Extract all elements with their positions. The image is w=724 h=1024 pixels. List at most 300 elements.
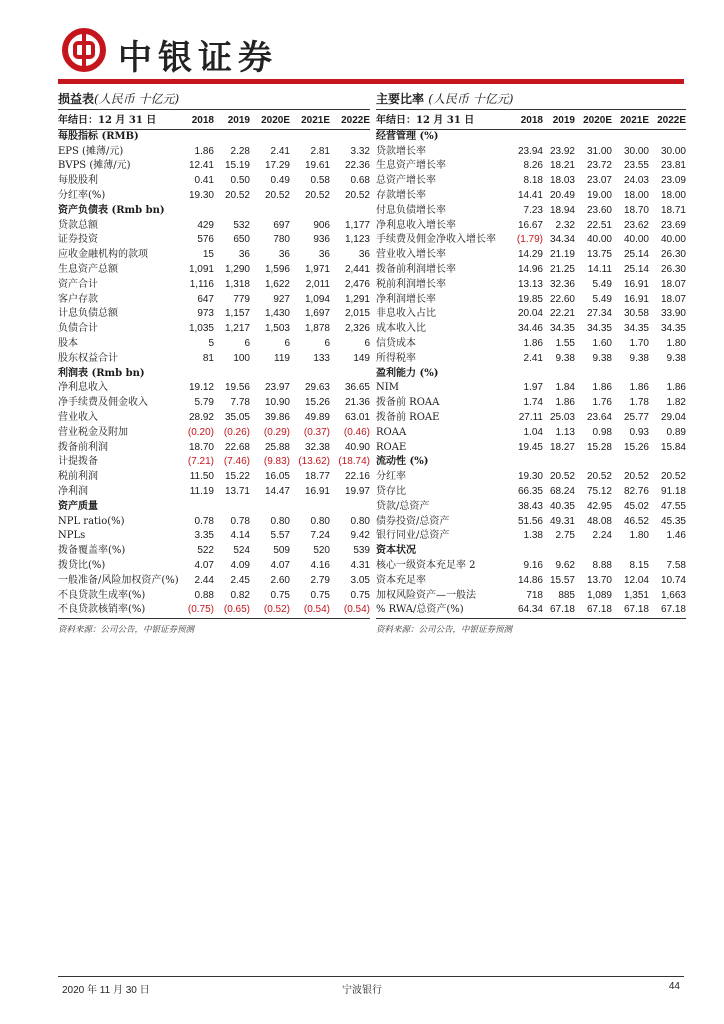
cell-value: 28.92 xyxy=(188,411,214,423)
cell-value: 13.71 xyxy=(224,485,250,497)
cell-value: 522 xyxy=(197,545,214,557)
section-header-label: 资本状况 xyxy=(376,545,416,557)
cell-value: 36.65 xyxy=(344,382,370,394)
cell-value: 14.96 xyxy=(517,263,543,275)
table-row xyxy=(58,485,370,500)
income-statement-source: 资料来源：公司公告，中银证券预测 xyxy=(58,625,195,636)
cell-value: 100 xyxy=(233,352,250,364)
cell-value: 20.49 xyxy=(549,189,575,201)
table-row xyxy=(58,529,370,544)
table-row xyxy=(376,322,686,337)
footer-rule xyxy=(58,976,684,977)
cell-value: 576 xyxy=(197,234,214,246)
header-rule xyxy=(58,79,684,84)
cell-value: 31.00 xyxy=(586,145,612,157)
cell-value: 27.11 xyxy=(518,411,543,423)
cell-value: 36 xyxy=(278,249,290,261)
row-label: 净利润增长率 xyxy=(376,293,436,305)
column-header-year: 2021E xyxy=(290,114,330,129)
column-header-year: 2019 xyxy=(214,114,250,129)
cell-value: 1.84 xyxy=(555,382,575,394)
cell-value: 81 xyxy=(202,352,214,364)
cell-value: 18.03 xyxy=(549,175,575,187)
section-header-row xyxy=(58,367,370,382)
income-statement-panel xyxy=(58,90,370,635)
table-row xyxy=(376,159,686,174)
table-row xyxy=(58,145,370,160)
row-label: ROAE xyxy=(376,441,407,453)
cell-value: 17.29 xyxy=(264,160,290,172)
cell-value: 16.67 xyxy=(517,219,543,231)
table-row xyxy=(376,233,686,248)
row-label: 贷款总额 xyxy=(58,219,98,231)
cell-value: 119 xyxy=(274,352,290,364)
cell-value: (0.65) xyxy=(214,603,250,618)
cell-value: 68.24 xyxy=(549,485,575,497)
table-row xyxy=(58,352,370,367)
cell-value: 1.55 xyxy=(555,337,575,349)
table-row xyxy=(58,248,370,263)
column-header-year: 2020E xyxy=(575,114,612,129)
row-label: 拨备前 ROAA xyxy=(376,397,440,409)
cell-value: 1.46 xyxy=(666,530,686,542)
cell-value: 23.94 xyxy=(517,145,543,157)
row-label: 营业税金及附加 xyxy=(58,426,128,438)
cell-value: 697 xyxy=(273,219,290,231)
cell-value: 7.58 xyxy=(666,559,686,571)
cell-value: 6 xyxy=(324,337,330,349)
cell-value: 30.00 xyxy=(623,145,649,157)
column-header-label: 年结日：12 月 31 日 xyxy=(376,114,508,129)
cell-value: 6 xyxy=(364,337,370,349)
cell-value: 1,217 xyxy=(224,323,250,335)
cell-value: (1.79) xyxy=(516,234,543,246)
cell-value: 22.68 xyxy=(224,441,250,453)
table-row xyxy=(58,189,370,204)
cell-value: (13.62) xyxy=(298,456,330,468)
cell-value: 24.03 xyxy=(623,175,649,187)
panel-unit-text: (人民币 十亿元) xyxy=(428,92,514,106)
row-label: 证券投资 xyxy=(58,234,98,246)
cell-value: 11.19 xyxy=(189,485,214,497)
cell-value: 9.38 xyxy=(629,352,649,364)
cell-value: 9.16 xyxy=(523,559,543,571)
cell-value: 1.70 xyxy=(629,337,649,349)
table-row xyxy=(58,515,370,530)
cell-value: 14.11 xyxy=(587,263,612,275)
cell-value: (7.21) xyxy=(187,456,214,468)
cell-value: 25.77 xyxy=(623,411,649,423)
cell-value: 936 xyxy=(313,234,330,246)
cell-value: 18.00 xyxy=(623,189,649,201)
cell-value: 21.25 xyxy=(549,263,575,275)
section-header-row xyxy=(58,204,370,219)
cell-value: 36 xyxy=(318,249,330,261)
cell-value: 885 xyxy=(558,589,575,601)
cell-value: 18.21 xyxy=(549,160,575,172)
cell-value: 2.24 xyxy=(592,530,612,542)
cell-value: 16.05 xyxy=(264,471,290,483)
cell-value: 32.38 xyxy=(304,441,330,453)
cell-value: 2,011 xyxy=(305,278,330,290)
cell-value: 1,351 xyxy=(623,589,649,601)
cell-value: 1,157 xyxy=(224,308,250,320)
cell-value: (0.75) xyxy=(180,603,214,618)
column-header-year: 2018 xyxy=(508,114,543,129)
cell-value: 0.80 xyxy=(270,515,290,527)
cell-value: 13.13 xyxy=(517,278,543,290)
cell-value: 48.08 xyxy=(586,515,612,527)
cell-value: 0.98 xyxy=(592,426,612,438)
income-statement-title xyxy=(58,90,370,110)
key-ratios-title xyxy=(376,90,686,110)
cell-value: 5.49 xyxy=(592,293,612,305)
cell-value: 1.86 xyxy=(194,145,214,157)
cell-value: 0.78 xyxy=(230,515,250,527)
cell-value: 4.09 xyxy=(230,559,250,571)
cell-value: 2.41 xyxy=(523,352,543,364)
cell-value: 15.26 xyxy=(623,441,649,453)
cell-value: 15.22 xyxy=(224,471,250,483)
cell-value: 20.52 xyxy=(304,189,330,201)
cell-value: 7.78 xyxy=(230,397,250,409)
row-label: 生息资产增长率 xyxy=(376,160,446,172)
cell-value: 20.52 xyxy=(549,471,575,483)
cell-value: 973 xyxy=(197,308,214,320)
cell-value: 36 xyxy=(238,249,250,261)
bank-of-china-logo-icon xyxy=(62,28,106,72)
cell-value: 9.62 xyxy=(555,559,575,571)
cell-value: 14.29 xyxy=(517,249,543,261)
table-row xyxy=(376,278,686,293)
key-ratios-panel xyxy=(376,90,686,635)
cell-value: 429 xyxy=(197,219,214,231)
cell-value: 2,015 xyxy=(344,308,370,320)
row-label: 资本充足率 xyxy=(376,574,426,586)
cell-value: 18.00 xyxy=(660,189,686,201)
cell-value: 1.74 xyxy=(523,397,543,409)
cell-value: 2.79 xyxy=(310,574,330,586)
cell-value: 1,430 xyxy=(264,308,290,320)
cell-value: 40.00 xyxy=(586,234,612,246)
cell-value: 0.80 xyxy=(350,515,370,527)
cell-value: 25.88 xyxy=(264,441,290,453)
cell-value: 40.35 xyxy=(549,500,575,512)
table-row xyxy=(58,219,370,234)
table-row xyxy=(376,337,686,352)
table-row xyxy=(58,411,370,426)
cell-value: 33.90 xyxy=(660,308,686,320)
row-label: 计提拨备 xyxy=(58,456,98,468)
table-row xyxy=(376,293,686,308)
cell-value: 34.46 xyxy=(517,323,543,335)
cell-value: 49.31 xyxy=(549,515,575,527)
cell-value: 1.80 xyxy=(666,337,686,349)
section-header-row xyxy=(376,129,686,144)
table-row xyxy=(58,381,370,396)
table-row xyxy=(58,559,370,574)
column-header-year: 2019 xyxy=(543,114,575,129)
cell-value: 6 xyxy=(244,337,250,349)
cell-value: 7.23 xyxy=(523,204,543,216)
row-label: 股东权益合计 xyxy=(58,352,118,364)
table-row xyxy=(376,396,686,411)
row-label: 拨贷比(%) xyxy=(58,559,106,571)
cell-value: 1,116 xyxy=(189,278,214,290)
row-label: 存款增长率 xyxy=(376,189,426,201)
cell-value: 15.28 xyxy=(586,441,612,453)
cell-value: 9.38 xyxy=(592,352,612,364)
cell-value: 8.18 xyxy=(523,175,543,187)
cell-value: 19.12 xyxy=(188,382,214,394)
row-label: 税前利润 xyxy=(58,471,98,483)
section-header-row xyxy=(376,367,686,382)
key-ratios-table xyxy=(376,114,686,619)
cell-value: 779 xyxy=(233,293,250,305)
cell-value: 45.02 xyxy=(623,500,649,512)
row-label: 每股股利 xyxy=(58,175,98,187)
table-row xyxy=(58,574,370,589)
table-header-row xyxy=(376,114,686,129)
cell-value: 25.14 xyxy=(623,249,649,261)
table-row xyxy=(376,529,686,544)
table-row xyxy=(58,293,370,308)
section-header-label: 资产负债表 (Rmb bn) xyxy=(58,204,165,216)
cell-value: 2,326 xyxy=(344,323,370,335)
cell-value: 19.45 xyxy=(517,441,543,453)
cell-value: 23.92 xyxy=(549,145,575,157)
section-header-label: 经营管理 (%) xyxy=(376,130,439,142)
cell-value: 4.07 xyxy=(270,559,290,571)
row-label: 分红率(%) xyxy=(58,189,106,201)
cell-value: 0.88 xyxy=(194,589,214,601)
cell-value: 1.13 xyxy=(555,426,575,438)
cell-value: (9.83) xyxy=(263,456,290,468)
table-row xyxy=(58,603,370,618)
cell-value: 2.45 xyxy=(230,574,250,586)
table-row xyxy=(58,337,370,352)
cell-value: 47.55 xyxy=(660,500,686,512)
cell-value: 0.78 xyxy=(194,515,214,527)
cell-value: 15 xyxy=(202,249,214,261)
cell-value: 1,123 xyxy=(344,234,370,246)
cell-value: 0.68 xyxy=(350,175,370,187)
cell-value: 16.91 xyxy=(304,485,330,497)
table-row xyxy=(58,441,370,456)
cell-value: 0.89 xyxy=(666,426,686,438)
cell-value: 1.86 xyxy=(555,397,575,409)
cell-value: 1,663 xyxy=(660,589,686,601)
cell-value: 1,089 xyxy=(586,589,612,601)
row-label: 不良贷款核销率(%) xyxy=(58,603,180,618)
footer-company: 宁波银行 xyxy=(342,985,382,996)
table-row xyxy=(376,174,686,189)
cell-value: 22.60 xyxy=(549,293,575,305)
cell-value: 1,971 xyxy=(304,263,330,275)
table-row xyxy=(376,559,686,574)
cell-value: 2.41 xyxy=(270,145,290,157)
table-row xyxy=(376,574,686,589)
cell-value: 23.81 xyxy=(660,160,686,172)
cell-value: 1.97 xyxy=(523,382,543,394)
row-label: 净利息收入 xyxy=(58,382,108,394)
cell-value: 6 xyxy=(284,337,290,349)
cell-value: 18.71 xyxy=(660,204,686,216)
cell-value: 63.01 xyxy=(344,411,370,423)
cell-value: 2.28 xyxy=(230,145,250,157)
cell-value: (0.52) xyxy=(250,603,290,618)
row-label: 拨备前利润 xyxy=(58,441,108,453)
cell-value: 7.24 xyxy=(310,530,330,542)
cell-value: 18.70 xyxy=(623,204,649,216)
cell-value: 30.58 xyxy=(623,308,649,320)
cell-value: 524 xyxy=(233,545,250,557)
cell-value: 19.30 xyxy=(188,189,214,201)
cell-value: 2.32 xyxy=(555,219,575,231)
row-label: 净手续费及佣金收入 xyxy=(58,397,148,409)
row-label: 营业收入增长率 xyxy=(376,249,446,261)
cell-value: 49.89 xyxy=(304,411,330,423)
cell-value: 29.63 xyxy=(304,382,330,394)
key-ratios-source: 资料来源：公司公告，中银证券预测 xyxy=(376,625,513,636)
cell-value: 0.82 xyxy=(230,589,250,601)
row-label: 资产合计 xyxy=(58,278,98,290)
cell-value: 1.80 xyxy=(629,530,649,542)
table-row xyxy=(376,603,686,618)
cell-value: 10.74 xyxy=(660,574,686,586)
cell-value: (0.29) xyxy=(263,426,290,438)
row-label: 净利息收入增长率 xyxy=(376,219,456,231)
table-row xyxy=(376,500,686,515)
cell-value: 0.75 xyxy=(270,589,290,601)
cell-value: 23.60 xyxy=(586,204,612,216)
cell-value: 18.07 xyxy=(660,293,686,305)
row-label: ROAA xyxy=(376,426,407,438)
cell-value: 9.38 xyxy=(555,352,575,364)
cell-value: 0.75 xyxy=(350,589,370,601)
row-label: 生息资产总额 xyxy=(58,263,118,275)
table-row xyxy=(58,396,370,411)
cell-value: 0.75 xyxy=(310,589,330,601)
row-label: 拨备覆盖率(%) xyxy=(58,545,126,557)
cell-value: 5.57 xyxy=(270,530,290,542)
table-row xyxy=(58,174,370,189)
cell-value: 23.72 xyxy=(586,160,612,172)
cell-value: 23.97 xyxy=(264,382,290,394)
cell-value: (0.46) xyxy=(343,426,370,438)
cell-value: 67.18 xyxy=(649,603,686,618)
cell-value: 19.85 xyxy=(517,293,543,305)
row-label: 银行同业/总资产 xyxy=(376,530,450,542)
panel-title-text: 损益表 xyxy=(58,92,95,106)
cell-value: 15.26 xyxy=(304,397,330,409)
cell-value: (0.54) xyxy=(330,603,370,618)
cell-value: 133 xyxy=(313,352,330,364)
cell-value: 1.82 xyxy=(666,397,686,409)
table-row xyxy=(58,233,370,248)
cell-value: 532 xyxy=(233,219,250,231)
row-label: 不良贷款生成率(%) xyxy=(58,589,146,601)
cell-value: (7.46) xyxy=(223,456,250,468)
row-label: 拨备前 ROAE xyxy=(376,411,440,423)
cell-value: (0.20) xyxy=(187,426,214,438)
cell-value: 15.84 xyxy=(660,441,686,453)
cell-value: 19.30 xyxy=(517,471,543,483)
cell-value: 16.91 xyxy=(623,278,649,290)
section-header-label: 利润表 (Rmb bn) xyxy=(58,367,145,379)
cell-value: 1.04 xyxy=(523,426,543,438)
cell-value: 30.00 xyxy=(660,145,686,157)
cell-value: 1.60 xyxy=(592,337,612,349)
table-row xyxy=(376,307,686,322)
table-row xyxy=(58,263,370,278)
cell-value: 3.05 xyxy=(350,574,370,586)
cell-value: 20.04 xyxy=(517,308,543,320)
cell-value: 1.76 xyxy=(592,397,612,409)
cell-value: 23.62 xyxy=(623,219,649,231)
table-row xyxy=(376,145,686,160)
cell-value: 3.32 xyxy=(350,145,370,157)
table-row xyxy=(58,322,370,337)
row-label: 税前利润增长率 xyxy=(376,278,446,290)
cell-value: 14.41 xyxy=(517,189,543,201)
cell-value: 23.09 xyxy=(660,175,686,187)
cell-value: 1,091 xyxy=(188,263,214,275)
cell-value: 1,596 xyxy=(264,263,290,275)
section-header-row xyxy=(376,544,686,559)
cell-value: 0.41 xyxy=(194,175,214,187)
cell-value: 23.55 xyxy=(623,160,649,172)
row-label: 贷存比 xyxy=(376,485,406,497)
row-label: 加权风险资产—一般法 xyxy=(376,589,476,601)
column-header-year: 2020E xyxy=(250,114,290,129)
column-header-label: 年结日：12 月 31 日 xyxy=(58,114,180,129)
cell-value: 64.34 xyxy=(508,603,543,618)
table-row xyxy=(376,589,686,604)
cell-value: 509 xyxy=(273,545,290,557)
row-label: 股本 xyxy=(58,337,78,349)
cell-value: 1,291 xyxy=(344,293,370,305)
table-row xyxy=(58,544,370,559)
section-header-label: 流动性 (%) xyxy=(376,456,429,468)
cell-value: 32.36 xyxy=(549,278,575,290)
cell-value: 19.61 xyxy=(304,160,330,172)
row-label: 总资产增长率 xyxy=(376,175,436,187)
cell-value: 23.64 xyxy=(586,411,612,423)
cell-value: 0.58 xyxy=(310,175,330,187)
cell-value: 22.36 xyxy=(344,160,370,172)
cell-value: 149 xyxy=(353,352,370,364)
cell-value: 0.80 xyxy=(310,515,330,527)
page-number: 44 xyxy=(668,981,680,992)
section-header-label: 资产质量 xyxy=(58,500,98,512)
row-label: 营业收入 xyxy=(58,411,98,423)
cell-value: 51.56 xyxy=(517,515,543,527)
row-label: 贷款/总资产 xyxy=(376,500,430,512)
cell-value: 927 xyxy=(273,293,290,305)
row-label: 贷款增长率 xyxy=(376,145,426,157)
cell-value: 25.14 xyxy=(623,263,649,275)
cell-value: 1.86 xyxy=(592,382,612,394)
cell-value: (0.26) xyxy=(223,426,250,438)
cell-value: 647 xyxy=(197,293,214,305)
table-row xyxy=(376,204,686,219)
row-label: 债券投资/总资产 xyxy=(376,515,450,527)
cell-value: 39.86 xyxy=(264,411,290,423)
cell-value: 1,878 xyxy=(304,323,330,335)
row-label: 净利润 xyxy=(58,485,88,497)
cell-value: 9.42 xyxy=(350,530,370,542)
